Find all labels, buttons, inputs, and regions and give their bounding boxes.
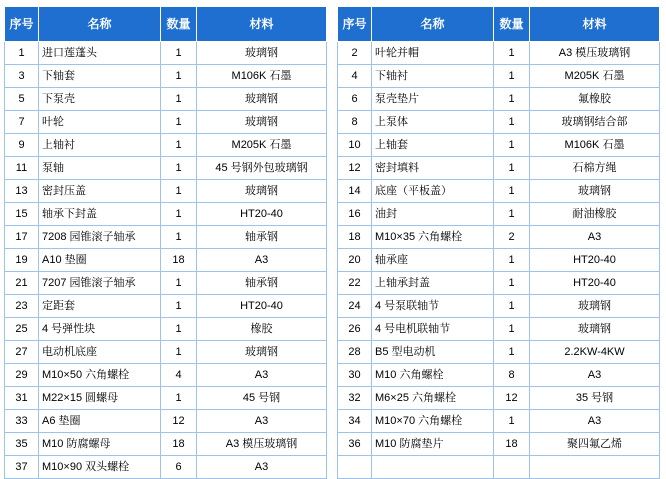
cell-qty: 18 bbox=[161, 249, 197, 272]
table-row bbox=[338, 180, 660, 203]
cell-name: M10 六角螺栓 bbox=[372, 364, 494, 387]
cell-qty: 1 bbox=[494, 203, 530, 226]
cell-seq: 1 bbox=[5, 42, 39, 65]
cell-qty: 18 bbox=[161, 433, 197, 456]
cell-qty: 1 bbox=[494, 272, 530, 295]
cell-material: 耐油橡胶 bbox=[530, 203, 660, 226]
cell-qty: 1 bbox=[494, 157, 530, 180]
table-row bbox=[338, 226, 660, 249]
cell-material: HT20-40 bbox=[197, 295, 327, 318]
cell-name: 定距套 bbox=[39, 295, 161, 318]
table-row bbox=[338, 341, 660, 364]
cell-material: A3 bbox=[197, 410, 327, 433]
cell-qty: 1 bbox=[161, 65, 197, 88]
cell-seq: 32 bbox=[338, 387, 372, 410]
cell-name: 4 号弹性块 bbox=[39, 318, 161, 341]
column-header-seq: 序号 bbox=[5, 7, 39, 42]
cell-qty: 1 bbox=[161, 157, 197, 180]
cell-name: 下轴套 bbox=[39, 65, 161, 88]
table-header-row bbox=[5, 7, 327, 42]
cell-material: 氟橡胶 bbox=[530, 88, 660, 111]
cell-material: M205K 石墨 bbox=[197, 134, 327, 157]
cell-name: M22×15 圆螺母 bbox=[39, 387, 161, 410]
cell-qty: 1 bbox=[494, 341, 530, 364]
table-row bbox=[338, 364, 660, 387]
cell-name: 密封填料 bbox=[372, 157, 494, 180]
cell-material: 玻璃钢 bbox=[530, 180, 660, 203]
cell-empty bbox=[372, 456, 494, 479]
column-header-qty: 数量 bbox=[494, 7, 530, 42]
cell-material: HT20-40 bbox=[530, 249, 660, 272]
table-body-right bbox=[338, 42, 660, 479]
cell-material: A3 bbox=[530, 226, 660, 249]
table-row-empty bbox=[338, 456, 660, 479]
table-row bbox=[5, 134, 327, 157]
table-row bbox=[338, 387, 660, 410]
cell-qty: 1 bbox=[161, 180, 197, 203]
table-row bbox=[5, 88, 327, 111]
cell-name: 7207 园锥滚子轴承 bbox=[39, 272, 161, 295]
cell-empty bbox=[494, 456, 530, 479]
cell-qty: 1 bbox=[161, 134, 197, 157]
cell-seq: 13 bbox=[5, 180, 39, 203]
cell-name: 油封 bbox=[372, 203, 494, 226]
cell-seq: 14 bbox=[338, 180, 372, 203]
cell-material: HT20-40 bbox=[530, 272, 660, 295]
cell-qty: 8 bbox=[494, 364, 530, 387]
cell-material: 45 号钢 bbox=[197, 387, 327, 410]
cell-seq: 5 bbox=[5, 88, 39, 111]
cell-name: 电动机底座 bbox=[39, 341, 161, 364]
cell-seq: 12 bbox=[338, 157, 372, 180]
cell-qty: 1 bbox=[494, 249, 530, 272]
cell-material: 玻璃钢 bbox=[197, 88, 327, 111]
cell-qty: 1 bbox=[161, 111, 197, 134]
cell-seq: 2 bbox=[338, 42, 372, 65]
table-row bbox=[5, 295, 327, 318]
table-row bbox=[338, 157, 660, 180]
cell-qty: 1 bbox=[161, 226, 197, 249]
cell-material: 玻璃钢 bbox=[197, 180, 327, 203]
cell-seq: 21 bbox=[5, 272, 39, 295]
table-row bbox=[5, 203, 327, 226]
cell-seq: 6 bbox=[338, 88, 372, 111]
cell-material: A3 bbox=[197, 249, 327, 272]
cell-qty: 12 bbox=[494, 387, 530, 410]
cell-seq: 19 bbox=[5, 249, 39, 272]
column-header-material: 材料 bbox=[197, 7, 327, 42]
cell-name: 上轴衬 bbox=[39, 134, 161, 157]
table-row bbox=[338, 203, 660, 226]
cell-qty: 18 bbox=[494, 433, 530, 456]
cell-qty: 6 bbox=[161, 456, 197, 479]
cell-qty: 1 bbox=[494, 111, 530, 134]
cell-name: 4 号电机联轴节 bbox=[372, 318, 494, 341]
cell-qty: 1 bbox=[494, 318, 530, 341]
cell-qty: 1 bbox=[161, 295, 197, 318]
table-row bbox=[338, 249, 660, 272]
table-row bbox=[5, 341, 327, 364]
cell-name: 上轴套 bbox=[372, 134, 494, 157]
cell-name: M10×50 六角螺栓 bbox=[39, 364, 161, 387]
cell-seq: 8 bbox=[338, 111, 372, 134]
cell-material: M106K 石墨 bbox=[197, 65, 327, 88]
cell-seq: 20 bbox=[338, 249, 372, 272]
cell-name: 轴承下封盖 bbox=[39, 203, 161, 226]
cell-name: M10×90 双头螺栓 bbox=[39, 456, 161, 479]
cell-material: 玻璃钢 bbox=[197, 341, 327, 364]
cell-material: HT20-40 bbox=[197, 203, 327, 226]
column-header-material: 材料 bbox=[530, 7, 660, 42]
cell-material: 玻璃钢 bbox=[197, 42, 327, 65]
cell-name: 4 号泵联轴节 bbox=[372, 295, 494, 318]
cell-seq: 7 bbox=[5, 111, 39, 134]
table-row bbox=[338, 410, 660, 433]
table-row bbox=[338, 272, 660, 295]
cell-material: A3 bbox=[197, 364, 327, 387]
cell-qty: 1 bbox=[161, 272, 197, 295]
cell-qty: 1 bbox=[494, 42, 530, 65]
table-row bbox=[5, 65, 327, 88]
cell-name: M10 防腐垫片 bbox=[372, 433, 494, 456]
cell-name: 7208 园锥滚子轴承 bbox=[39, 226, 161, 249]
column-header-name: 名称 bbox=[372, 7, 494, 42]
table-row bbox=[5, 157, 327, 180]
cell-qty: 1 bbox=[161, 387, 197, 410]
cell-seq: 4 bbox=[338, 65, 372, 88]
table-row bbox=[5, 226, 327, 249]
cell-name: 密封压盖 bbox=[39, 180, 161, 203]
cell-material: A3 bbox=[197, 456, 327, 479]
parts-table-left bbox=[4, 6, 327, 479]
cell-empty bbox=[338, 456, 372, 479]
cell-name: 上轴承封盖 bbox=[372, 272, 494, 295]
cell-seq: 10 bbox=[338, 134, 372, 157]
table-row bbox=[5, 318, 327, 341]
cell-seq: 24 bbox=[338, 295, 372, 318]
table-row bbox=[338, 42, 660, 65]
cell-qty: 1 bbox=[494, 295, 530, 318]
table-row bbox=[5, 111, 327, 134]
table-row bbox=[5, 410, 327, 433]
column-header-name: 名称 bbox=[39, 7, 161, 42]
cell-material: 2.2KW-4KW bbox=[530, 341, 660, 364]
cell-material: 石棉方绳 bbox=[530, 157, 660, 180]
cell-name: 叶轮 bbox=[39, 111, 161, 134]
cell-material: 玻璃钢 bbox=[197, 111, 327, 134]
table-row bbox=[5, 387, 327, 410]
cell-seq: 34 bbox=[338, 410, 372, 433]
cell-material: A3 bbox=[530, 410, 660, 433]
cell-material: 玻璃钢 bbox=[530, 318, 660, 341]
cell-seq: 17 bbox=[5, 226, 39, 249]
table-row bbox=[5, 42, 327, 65]
cell-empty bbox=[530, 456, 660, 479]
cell-qty: 1 bbox=[161, 318, 197, 341]
cell-material: M106K 石墨 bbox=[530, 134, 660, 157]
cell-name: B5 型电动机 bbox=[372, 341, 494, 364]
cell-material: A3 模压玻璃钢 bbox=[197, 433, 327, 456]
cell-material: 橡胶 bbox=[197, 318, 327, 341]
table-row bbox=[338, 88, 660, 111]
cell-name: 底座（平板盖） bbox=[372, 180, 494, 203]
table-row bbox=[338, 318, 660, 341]
cell-qty: 1 bbox=[494, 65, 530, 88]
cell-material: A3 模压玻璃钢 bbox=[530, 42, 660, 65]
cell-material: 轴承钢 bbox=[197, 272, 327, 295]
cell-qty: 1 bbox=[494, 134, 530, 157]
cell-seq: 9 bbox=[5, 134, 39, 157]
cell-name: 下泵壳 bbox=[39, 88, 161, 111]
cell-material: 轴承钢 bbox=[197, 226, 327, 249]
parts-table-right bbox=[337, 6, 660, 479]
table-row bbox=[338, 65, 660, 88]
cell-material: 45 号钢外包玻璃钢 bbox=[197, 157, 327, 180]
cell-name: 叶轮并帽 bbox=[372, 42, 494, 65]
table-row bbox=[338, 433, 660, 456]
cell-seq: 30 bbox=[338, 364, 372, 387]
cell-material: 玻璃钢 bbox=[530, 295, 660, 318]
cell-name: A6 垫圈 bbox=[39, 410, 161, 433]
cell-material: M205K 石墨 bbox=[530, 65, 660, 88]
cell-qty: 1 bbox=[494, 410, 530, 433]
cell-seq: 36 bbox=[338, 433, 372, 456]
cell-name: M10 防腐螺母 bbox=[39, 433, 161, 456]
table-row bbox=[338, 111, 660, 134]
table-row bbox=[5, 456, 327, 479]
cell-name: M10×35 六角螺栓 bbox=[372, 226, 494, 249]
cell-name: 进口莲蓬头 bbox=[39, 42, 161, 65]
cell-seq: 15 bbox=[5, 203, 39, 226]
column-header-qty: 数量 bbox=[161, 7, 197, 42]
cell-qty: 1 bbox=[161, 341, 197, 364]
table-header-row bbox=[338, 7, 660, 42]
cell-seq: 18 bbox=[338, 226, 372, 249]
cell-name: 上泵体 bbox=[372, 111, 494, 134]
table-row bbox=[338, 134, 660, 157]
cell-qty: 1 bbox=[161, 42, 197, 65]
cell-seq: 35 bbox=[5, 433, 39, 456]
cell-seq: 16 bbox=[338, 203, 372, 226]
cell-qty: 1 bbox=[494, 88, 530, 111]
cell-seq: 23 bbox=[5, 295, 39, 318]
cell-seq: 22 bbox=[338, 272, 372, 295]
cell-seq: 33 bbox=[5, 410, 39, 433]
cell-name: A10 垫圈 bbox=[39, 249, 161, 272]
cell-name: 泵轴 bbox=[39, 157, 161, 180]
cell-qty: 1 bbox=[494, 180, 530, 203]
cell-name: 轴承座 bbox=[372, 249, 494, 272]
cell-qty: 4 bbox=[161, 364, 197, 387]
table-row bbox=[5, 249, 327, 272]
cell-seq: 37 bbox=[5, 456, 39, 479]
cell-seq: 11 bbox=[5, 157, 39, 180]
table-row bbox=[5, 272, 327, 295]
cell-seq: 27 bbox=[5, 341, 39, 364]
cell-seq: 3 bbox=[5, 65, 39, 88]
cell-name: 泵壳垫片 bbox=[372, 88, 494, 111]
cell-seq: 28 bbox=[338, 341, 372, 364]
cell-material: 聚四氟乙烯 bbox=[530, 433, 660, 456]
cell-seq: 26 bbox=[338, 318, 372, 341]
cell-qty: 2 bbox=[494, 226, 530, 249]
cell-seq: 29 bbox=[5, 364, 39, 387]
table-row bbox=[338, 295, 660, 318]
cell-seq: 31 bbox=[5, 387, 39, 410]
cell-material: 玻璃钢结合部 bbox=[530, 111, 660, 134]
cell-qty: 1 bbox=[161, 203, 197, 226]
cell-name: M6×25 六角螺栓 bbox=[372, 387, 494, 410]
table-row bbox=[5, 180, 327, 203]
cell-material: 35 号钢 bbox=[530, 387, 660, 410]
table-row bbox=[5, 364, 327, 387]
cell-name: M10×70 六角螺栓 bbox=[372, 410, 494, 433]
cell-name: 下轴衬 bbox=[372, 65, 494, 88]
cell-qty: 1 bbox=[161, 88, 197, 111]
table-row bbox=[5, 433, 327, 456]
cell-material: A3 bbox=[530, 364, 660, 387]
table-body-left bbox=[5, 42, 327, 479]
cell-qty: 12 bbox=[161, 410, 197, 433]
cell-seq: 25 bbox=[5, 318, 39, 341]
column-header-seq: 序号 bbox=[338, 7, 372, 42]
